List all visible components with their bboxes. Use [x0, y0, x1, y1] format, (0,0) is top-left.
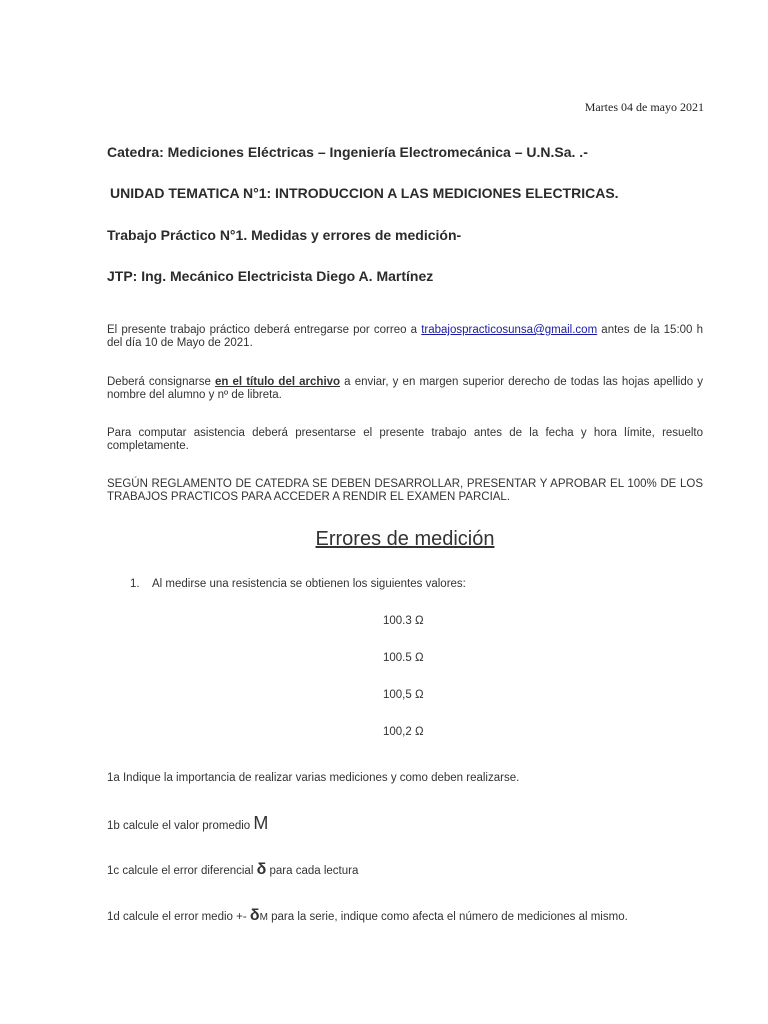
paragraph-attendance: Para computar asistencia deberá presentarse el presente trabajo antes de la fecha y hora límite, resuelto completamente.	[107, 427, 703, 452]
email-link[interactable]: trabajospracticosunsa@gmail.com	[421, 324, 598, 336]
heading-trabajo-practico: Trabajo Práctico N°1. Medidas y errores de medición-	[107, 227, 462, 243]
heading-unidad-tematica: UNIDAD TEMATICA N°1: INTRODUCCION A LAS MEDICIONES ELECTRICAS.	[110, 185, 619, 201]
mean-symbol: M	[253, 813, 269, 833]
measurement-value-2: 100.5 Ω	[383, 652, 424, 664]
measurement-value-1: 100.3 Ω	[383, 615, 424, 627]
question-1a: 1a Indique la importancia de realizar varias mediciones y como deben realizarse.	[107, 772, 520, 784]
question-1d	[107, 907, 628, 925]
delta-subscript: M	[259, 912, 268, 923]
measurement-value-3: 100,5 Ω	[383, 689, 424, 701]
paragraph-file-naming	[107, 376, 703, 402]
question-1c-text-end: para cada lectura	[266, 865, 359, 877]
delivery-text-start: El presente trabajo práctico deberá entregarse por correo a	[107, 324, 422, 336]
measurement-value-4: 100,2 Ω	[383, 726, 424, 738]
heading-jtp: JTP: Ing. Mecánico Electricista Diego A. Martínez	[107, 268, 434, 284]
file-naming-text-start: Deberá consignarse	[107, 376, 215, 388]
problem-1-number: 1.	[130, 578, 140, 590]
question-1b	[107, 813, 268, 834]
heading-catedra: Catedra: Mediciones Eléctricas – Ingeniería Electromecánica – U.N.Sa. .-	[107, 144, 588, 160]
problem-1-statement: Al medirse una resistencia se obtienen los siguientes valores:	[152, 578, 466, 590]
document-date: Martes 04 de mayo 2021	[584, 100, 704, 114]
question-1c	[107, 861, 358, 879]
file-naming-text-end: a enviar, y en margen superior derecho de todas las hojas apellido y nombre del alumno y nº de libreta.	[107, 376, 703, 401]
paragraph-delivery	[107, 324, 703, 350]
section-title: Errores de medición	[315, 528, 495, 550]
question-1d-text-start: 1d calcule el error medio +-	[107, 911, 250, 923]
question-1d-text-end: para la serie, indique como afecta el número de mediciones al mismo.	[267, 911, 628, 923]
question-1c-text-start: 1c calcule el error diferencial	[107, 865, 257, 877]
delivery-text-end: antes de la 15:00 h del día 10 de Mayo de 2021.	[107, 324, 703, 349]
question-1b-text: 1b calcule el valor promedio	[107, 820, 254, 832]
file-naming-emphasis: en el título del archivo	[214, 376, 341, 388]
delta-symbol: δ	[256, 861, 267, 878]
paragraph-regulation: SEGÚN REGLAMENTO DE CATEDRA SE DEBEN DESARROLLAR, PRESENTAR Y APROBAR EL 100% DE LOS TRABAJOS PRACTICOS PARA ACCEDER A RENDIR EL EXAMEN PARCIAL.	[107, 478, 703, 503]
delta-symbol: δ	[249, 907, 260, 924]
